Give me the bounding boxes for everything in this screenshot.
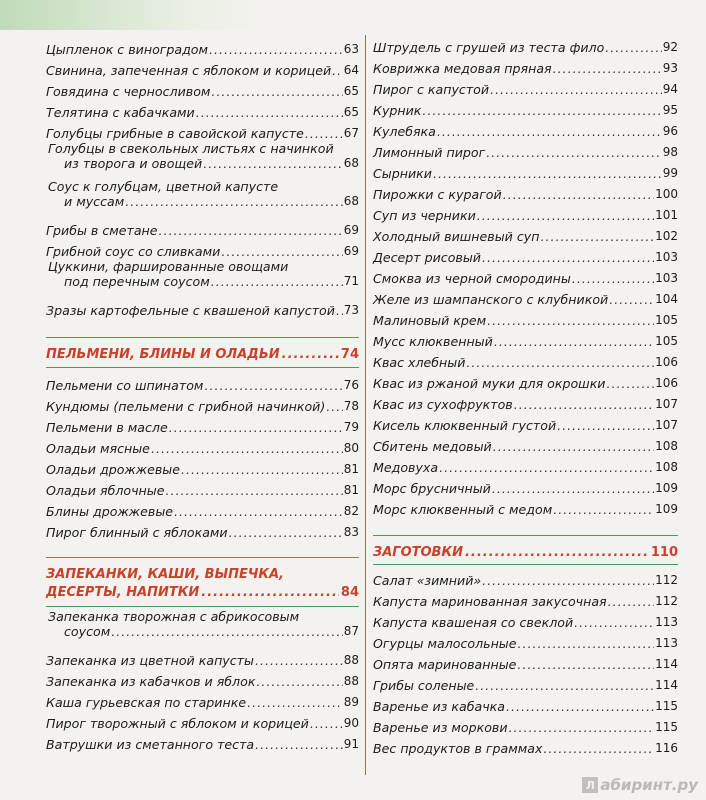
entry-title: Оладьи яблочные — [46, 483, 165, 498]
toc-entry[interactable] — [373, 433, 678, 454]
watermark-text: абиринт.ру — [600, 776, 698, 794]
toc-entry[interactable] — [46, 710, 359, 731]
toc-entry[interactable] — [373, 370, 678, 391]
entry-title: Цыпленок с виноградом — [46, 42, 209, 57]
leader-dots — [518, 636, 655, 651]
page-number: 113 — [655, 636, 678, 650]
toc-entry[interactable] — [373, 651, 678, 672]
page-number: 110 — [650, 545, 678, 560]
toc-entry[interactable] — [373, 160, 678, 181]
entry-title: Штрудель с грушей из теста фило — [373, 40, 605, 55]
entry-title-line2 — [46, 274, 359, 289]
page-number: 96 — [662, 124, 678, 138]
page-number: 88 — [343, 653, 359, 667]
page-number: 103 — [655, 271, 678, 285]
entry-title-line2-text: и муссам — [64, 194, 125, 209]
entry-title: Квас хлебный — [373, 355, 466, 370]
entry-title-line2-text: из творога и овощей — [64, 156, 203, 171]
toc-entry[interactable] — [46, 141, 359, 179]
leader-dots — [201, 585, 339, 600]
entry-title: Морс брусничный — [373, 481, 491, 496]
section-separator — [373, 517, 678, 536]
entry-title: Блины дрожжевые — [46, 504, 174, 519]
leader-dots — [487, 313, 654, 328]
leader-dots — [553, 502, 654, 517]
leader-dots — [540, 229, 654, 244]
leaf-decoration — [0, 0, 260, 30]
leader-dots — [433, 166, 662, 181]
toc-entry[interactable] — [373, 412, 678, 433]
entry-title: Каша гурьевская по старинке — [46, 695, 247, 710]
toc-entry[interactable] — [373, 630, 678, 651]
leader-dots — [543, 741, 654, 756]
page-number: 68 — [343, 156, 359, 170]
toc-entry[interactable] — [46, 435, 359, 456]
toc-entry[interactable] — [373, 223, 678, 244]
leader-dots — [482, 250, 654, 265]
section-title-line2: ДЕСЕРТЫ, НАПИТКИ — [46, 585, 200, 600]
toc-entry[interactable] — [373, 391, 678, 412]
page-number: 84 — [340, 585, 359, 600]
toc-entry[interactable] — [373, 118, 678, 139]
entry-title: Варенье из кабачка — [373, 699, 505, 714]
leader-dots — [514, 397, 654, 412]
page-number: 113 — [655, 615, 678, 629]
section-heading[interactable] — [46, 582, 359, 600]
toc-entry[interactable] — [373, 609, 678, 630]
leader-dots — [557, 418, 654, 433]
leader-dots — [165, 483, 342, 498]
entry-title-line2-text: под перечным соусом — [64, 274, 210, 289]
leader-dots — [255, 653, 343, 668]
entry-title: Квас из сухофруктов — [373, 397, 513, 412]
leader-dots — [574, 615, 654, 630]
page-number: 88 — [343, 674, 359, 688]
page-number: 109 — [655, 481, 678, 495]
page-number: 95 — [662, 103, 678, 117]
leader-dots — [492, 481, 654, 496]
entry-title: Грибы соленые — [373, 678, 475, 693]
entry-title: Огурцы малосольные — [373, 636, 517, 651]
page-number: 80 — [343, 441, 359, 455]
entry-title: Кисель клюквенный густой — [373, 418, 557, 433]
entry-title: Голубцы грибные в савойской капусте — [46, 126, 304, 141]
page-number: 71 — [343, 274, 359, 288]
leader-dots — [256, 674, 342, 689]
entry-title: Мусс клюквенный — [373, 334, 493, 349]
page-number: 73 — [343, 303, 359, 317]
toc-entry[interactable] — [46, 238, 359, 259]
toc-entry[interactable] — [46, 456, 359, 477]
leader-dots — [608, 594, 654, 609]
leader-dots — [209, 42, 343, 57]
page-number: 114 — [655, 678, 678, 692]
leader-dots — [169, 420, 343, 435]
leader-dots — [181, 462, 343, 477]
leader-dots — [255, 737, 343, 752]
entry-title: Капуста квашеная со свеклой — [373, 615, 574, 630]
entry-title: Медовуха — [373, 460, 439, 475]
page-number: 116 — [655, 741, 678, 755]
leader-dots — [477, 208, 654, 223]
entry-title: Опята маринованные — [373, 657, 517, 672]
toc-entry[interactable] — [46, 120, 359, 141]
toc-entry[interactable] — [46, 57, 359, 78]
toc-entry[interactable] — [46, 647, 359, 668]
entry-title: Малиновый крем — [373, 313, 487, 328]
page-number: 68 — [343, 194, 359, 208]
toc-right-column — [373, 34, 678, 756]
entry-title: Морс клюквенный с медом — [373, 502, 553, 517]
toc-entry[interactable] — [373, 496, 678, 517]
entry-title: Вес продуктов в граммах — [373, 741, 543, 756]
entry-title-line2-text: соусом — [64, 624, 111, 639]
toc-entry[interactable] — [46, 477, 359, 498]
leader-dots — [465, 545, 649, 560]
entry-title: Грибы в сметане — [46, 223, 158, 238]
page-number: 92 — [662, 40, 678, 54]
watermark-logo — [582, 776, 698, 794]
entry-title-line1: Запеканка творожная с абрикосовым — [48, 609, 300, 624]
leader-dots — [247, 695, 343, 710]
entry-title: Пирог творожный с яблоком и корицей — [46, 716, 309, 731]
page-number: 104 — [655, 292, 678, 306]
leader-dots — [572, 271, 654, 286]
page-number: 106 — [655, 355, 678, 369]
entry-title: Пирог с капустой — [373, 82, 490, 97]
entry-title: Пирожки с курагой — [373, 187, 502, 202]
toc-entry[interactable] — [46, 519, 359, 540]
leader-dots — [517, 657, 654, 672]
section-separator — [46, 600, 359, 607]
toc-entry[interactable] — [46, 99, 359, 120]
leader-dots — [437, 124, 662, 139]
page-number: 112 — [655, 573, 678, 587]
page-number: 65 — [343, 84, 359, 98]
page-number: 82 — [343, 504, 359, 518]
toc-entry[interactable] — [46, 297, 359, 318]
entry-title-line1: Соус к голубцам, цветной капусте — [48, 179, 279, 194]
toc-entry[interactable] — [373, 307, 678, 328]
toc-entry[interactable] — [373, 34, 678, 55]
page-number: 67 — [343, 126, 359, 140]
entry-title: Салат «зимний» — [373, 573, 482, 588]
toc-entry[interactable] — [373, 55, 678, 76]
leader-dots — [332, 63, 343, 78]
toc-entry[interactable] — [46, 668, 359, 689]
toc-entry[interactable] — [373, 97, 678, 118]
page-number: 98 — [662, 145, 678, 159]
entry-title: Суп из черники — [373, 208, 476, 223]
leader-dots — [466, 355, 654, 370]
leader-dots — [509, 720, 655, 735]
leader-dots — [493, 439, 654, 454]
page-number: 76 — [343, 378, 359, 392]
page-number: 79 — [343, 420, 359, 434]
page-number: 105 — [655, 334, 678, 348]
leader-dots — [211, 274, 343, 289]
page-number: 112 — [655, 594, 678, 608]
page-number: 63 — [343, 42, 359, 56]
leader-dots — [607, 376, 655, 391]
page-number: 87 — [343, 624, 359, 638]
page-number: 93 — [662, 61, 678, 75]
page-number: 105 — [655, 313, 678, 327]
page-number: 102 — [655, 229, 678, 243]
page-number: 81 — [343, 483, 359, 497]
entry-title: Сбитень медовый — [373, 439, 492, 454]
toc-entry[interactable] — [46, 217, 359, 238]
entry-title: Квас из ржаной муки для окрошки — [373, 376, 606, 391]
entry-title: Запеканка из кабачков и яблок — [46, 674, 256, 689]
leader-dots — [204, 378, 342, 393]
entry-title: Пирог блинный с яблоками — [46, 525, 228, 540]
leader-dots — [203, 156, 343, 171]
section-heading[interactable] — [373, 540, 678, 560]
toc-entry[interactable] — [46, 731, 359, 752]
toc-entry[interactable] — [46, 36, 359, 57]
section-title: ПЕЛЬМЕНИ, БЛИНЫ И ОЛАДЬИ — [46, 347, 280, 362]
leader-dots — [196, 105, 343, 120]
entry-title-line2 — [46, 156, 359, 171]
leader-dots — [336, 303, 343, 318]
page-number: 109 — [655, 502, 678, 516]
section-separator — [46, 318, 359, 338]
section-heading-line1 — [46, 564, 359, 582]
leader-dots — [503, 187, 654, 202]
page-number: 107 — [655, 397, 678, 411]
entry-title: Кулебяка — [373, 124, 436, 139]
entry-title: Сырники — [373, 166, 432, 181]
entry-title: Телятина с кабачками — [46, 105, 195, 120]
entry-title: Говядина с черносливом — [46, 84, 211, 99]
entry-title: Оладьи дрожжевые — [46, 462, 180, 477]
entry-title: Варенье из моркови — [373, 720, 508, 735]
page-number: 115 — [655, 699, 678, 713]
page-number: 115 — [655, 720, 678, 734]
page-number: 69 — [343, 223, 359, 237]
entry-title-line2 — [46, 624, 359, 639]
toc-entry[interactable] — [46, 372, 359, 393]
entry-title: Оладьи мясные — [46, 441, 150, 456]
section-separator — [46, 540, 359, 558]
toc-entry[interactable] — [373, 714, 678, 735]
leader-dots — [482, 573, 654, 588]
toc-entry[interactable] — [373, 693, 678, 714]
leader-dots — [125, 194, 343, 209]
page-number: 103 — [655, 250, 678, 264]
page-number: 94 — [662, 82, 678, 96]
toc-entry[interactable] — [373, 286, 678, 307]
toc-entry[interactable] — [46, 609, 359, 647]
page-number: 83 — [343, 525, 359, 539]
toc-left-column — [46, 36, 359, 752]
page-number: 99 — [662, 166, 678, 180]
entry-title: Коврижка медовая пряная — [373, 61, 552, 76]
entry-title: Ватрушки из сметанного теста — [46, 737, 255, 752]
entry-title: Кундюмы (пельмени с грибной начинкой) — [46, 399, 326, 414]
section-title: ЗАГОТОВКИ — [373, 545, 463, 560]
entry-title: Грибной соус со сливками — [46, 244, 221, 259]
page-number: 91 — [343, 737, 359, 751]
entry-title: Зразы картофельные с квашеной капустой — [46, 303, 335, 318]
toc-entry[interactable] — [373, 588, 678, 609]
toc-entry[interactable] — [46, 414, 359, 435]
page-number: 106 — [655, 376, 678, 390]
toc-entry[interactable] — [373, 475, 678, 496]
leader-dots — [506, 699, 654, 714]
leader-dots — [111, 624, 343, 639]
leader-dots — [221, 244, 342, 259]
toc-entry[interactable] — [373, 202, 678, 223]
entry-title: Курник — [373, 103, 422, 118]
toc-entry[interactable] — [46, 78, 359, 99]
entry-title-line1: Цуккини, фаршированные овощами — [48, 259, 289, 274]
watermark-logo-icon: Л — [582, 777, 598, 793]
entry-title: Свинина, запеченная с яблоком и корицей — [46, 63, 332, 78]
entry-title: Пельмени в масле — [46, 420, 168, 435]
toc-entry[interactable] — [46, 498, 359, 519]
page-number: 100 — [655, 187, 678, 201]
leader-dots — [282, 347, 339, 362]
page-number: 69 — [343, 244, 359, 258]
entry-title: Пельмени со шпинатом — [46, 378, 204, 393]
toc-entry[interactable] — [373, 672, 678, 693]
toc-entry[interactable] — [373, 454, 678, 475]
toc-entry[interactable] — [46, 179, 359, 217]
toc-entry[interactable] — [373, 76, 678, 97]
leader-dots — [310, 716, 343, 731]
entry-title: Смоква из черной смородины — [373, 271, 571, 286]
leader-dots — [151, 441, 343, 456]
section-title-line1: ЗАПЕКАНКИ, КАШИ, ВЫПЕЧКА, — [46, 567, 284, 582]
entry-title: Запеканка из цветной капусты — [46, 653, 254, 668]
page-number: 78 — [343, 399, 359, 413]
leader-dots — [490, 82, 662, 97]
entry-title: Десерт рисовый — [373, 250, 481, 265]
page-number: 101 — [655, 208, 678, 222]
toc-entry[interactable] — [373, 244, 678, 265]
toc-entry[interactable] — [373, 328, 678, 349]
entry-title: Капуста маринованная закусочная — [373, 594, 607, 609]
leader-dots — [475, 678, 654, 693]
leader-dots — [553, 61, 662, 76]
entry-title-line2 — [46, 194, 359, 209]
leader-dots — [486, 145, 662, 160]
leader-dots — [326, 399, 342, 414]
toc-entry[interactable] — [373, 567, 678, 588]
leader-dots — [609, 292, 654, 307]
leader-dots — [159, 223, 343, 238]
toc-entry[interactable] — [46, 259, 359, 297]
entry-title: Лимонный пирог — [373, 145, 486, 160]
entry-title: Желе из шампанского с клубникой — [373, 292, 609, 307]
column-divider — [365, 35, 366, 775]
leader-dots — [211, 84, 342, 99]
leader-dots — [174, 504, 343, 519]
toc-entry[interactable] — [373, 139, 678, 160]
leader-dots — [229, 525, 343, 540]
toc-entry[interactable] — [373, 181, 678, 202]
leader-dots — [494, 334, 654, 349]
leader-dots — [422, 103, 661, 118]
leader-dots — [605, 40, 661, 55]
page-number: 81 — [343, 462, 359, 476]
page-number: 64 — [343, 63, 359, 77]
toc-entry[interactable] — [373, 735, 678, 756]
toc-entry[interactable] — [46, 689, 359, 710]
page-number: 74 — [340, 347, 359, 362]
page-number: 108 — [655, 460, 678, 474]
page-number: 65 — [343, 105, 359, 119]
toc-entry[interactable] — [373, 349, 678, 370]
entry-title-line1: Голубцы в свекольных листьях с начинкой — [48, 141, 334, 156]
page-number: 108 — [655, 439, 678, 453]
page-number: 89 — [343, 695, 359, 709]
toc-entry[interactable] — [46, 393, 359, 414]
section-heading[interactable] — [46, 342, 359, 362]
page-number: 107 — [655, 418, 678, 432]
leader-dots — [305, 126, 343, 141]
page-number: 114 — [655, 657, 678, 671]
toc-entry[interactable] — [373, 265, 678, 286]
entry-title: Холодный вишневый суп — [373, 229, 540, 244]
page-number: 90 — [343, 716, 359, 730]
leader-dots — [439, 460, 654, 475]
